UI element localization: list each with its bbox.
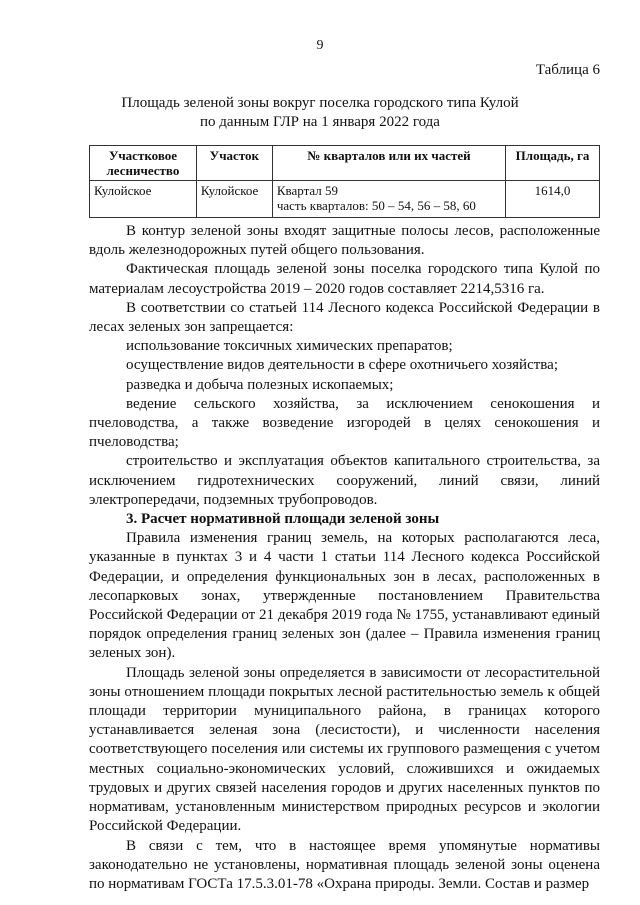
header-forestry: Участковое лесничество — [90, 146, 197, 181]
list-item: использование токсичных химических препаратов; — [126, 338, 453, 355]
table-caption — [60, 94, 580, 132]
paragraph: Площадь зеленой зоны определяется в зависимости от лесорастительной зоны отношением площади покрытых лесной растительностью земель к общей площади территории муниципального района, в границах которого устанавливается зеленая зона (лесистости), и численности населения соответствующего поселения или системы их группового размещения с учетом местных социально-экономических условий, сложившихся и ожидаемых трудовых и других связей населения городов и других населенных пунктов по нормативам, установленным министерством природных ресурсов и экологии Российской Федерации. — [89, 664, 600, 835]
cell-plot: Кулойское — [196, 181, 272, 216]
green-zone-table — [89, 145, 600, 218]
paragraph: Фактическая площадь зеленой зоны поселка городского типа Кулой по материалам лесоустройства 2019 – 2020 годов составляет 2214,5316 га. — [89, 261, 600, 297]
section-heading: 3. Расчет нормативной площади зеленой зоны — [126, 511, 440, 528]
list-item: осуществление видов деятельности в сфере охотничьего хозяйства; — [126, 357, 559, 374]
caption-line-2: по данным ГЛР на 1 января 2022 года — [200, 114, 440, 130]
cell-quarters-line-1: Квартал 59 — [276, 183, 339, 198]
caption-line-1: Площадь зеленой зоны вокруг поселка городского типа Кулой — [121, 95, 519, 111]
list-item: разведка и добыча полезных ископаемых; — [126, 376, 394, 393]
table-row — [90, 181, 600, 216]
table-label: Таблица 6 — [535, 62, 600, 78]
table-header-row — [90, 146, 600, 181]
paragraph: В соответствии со статьей 114 Лесного кодекса Российской Федерации в лесах зеленых зон запрещается: — [89, 299, 600, 336]
paragraph: Правила изменения границ земель, на которых располагаются леса, указанные в пунктах 3 и 4 части 1 статьи 114 Лесного кодекса Российской Федерации, и определения функциональных зон в лесах, расположенных в лесопарковых зонах, утвержденные постановлением Правительства Российской Федерации от 21 декабря 2019 года № 1755, устанавливают единый порядок определения границ зеленых зон (далее – Правила изменения границ зеленых зон). — [89, 530, 600, 662]
page-number: 9 — [316, 38, 324, 53]
paragraph: В контур зеленой зоны входят защитные полосы лесов, расположенные вдоль железнодорожных путей общего пользования. — [89, 223, 600, 259]
list-item: строительство и эксплуатация объектов капитального строительства, за исключением гидротехнических сооружений, линий связи, линий электропередачи, подземных трубопроводов. — [89, 453, 600, 508]
cell-quarters-line-2: часть кварталов: 50 – 54, 56 – 58, 60 — [276, 198, 476, 213]
header-quarters: № кварталов или их частей — [272, 146, 505, 181]
cell-area: 1614,0 — [506, 181, 600, 216]
cell-quarters — [272, 181, 505, 216]
cell-forestry: Кулойское — [90, 181, 197, 216]
header-plot: Участок — [196, 146, 272, 181]
document-body — [89, 222, 600, 894]
paragraph: В связи с тем, что в настоящее время упомянутые нормативы законодательно не установлены, нормативная площадь зеленой зоны оценена по нормативам ГОСТа 17.5.3.01-78 «Охрана природы. Земли. Состав и размер — [89, 837, 600, 892]
header-area: Площадь, га — [506, 146, 600, 181]
list-item: ведение сельского хозяйства, за исключением сенокошения и пчеловодства, а также возведение изгородей в целях сенокошения и пчеловодства; — [89, 395, 600, 451]
